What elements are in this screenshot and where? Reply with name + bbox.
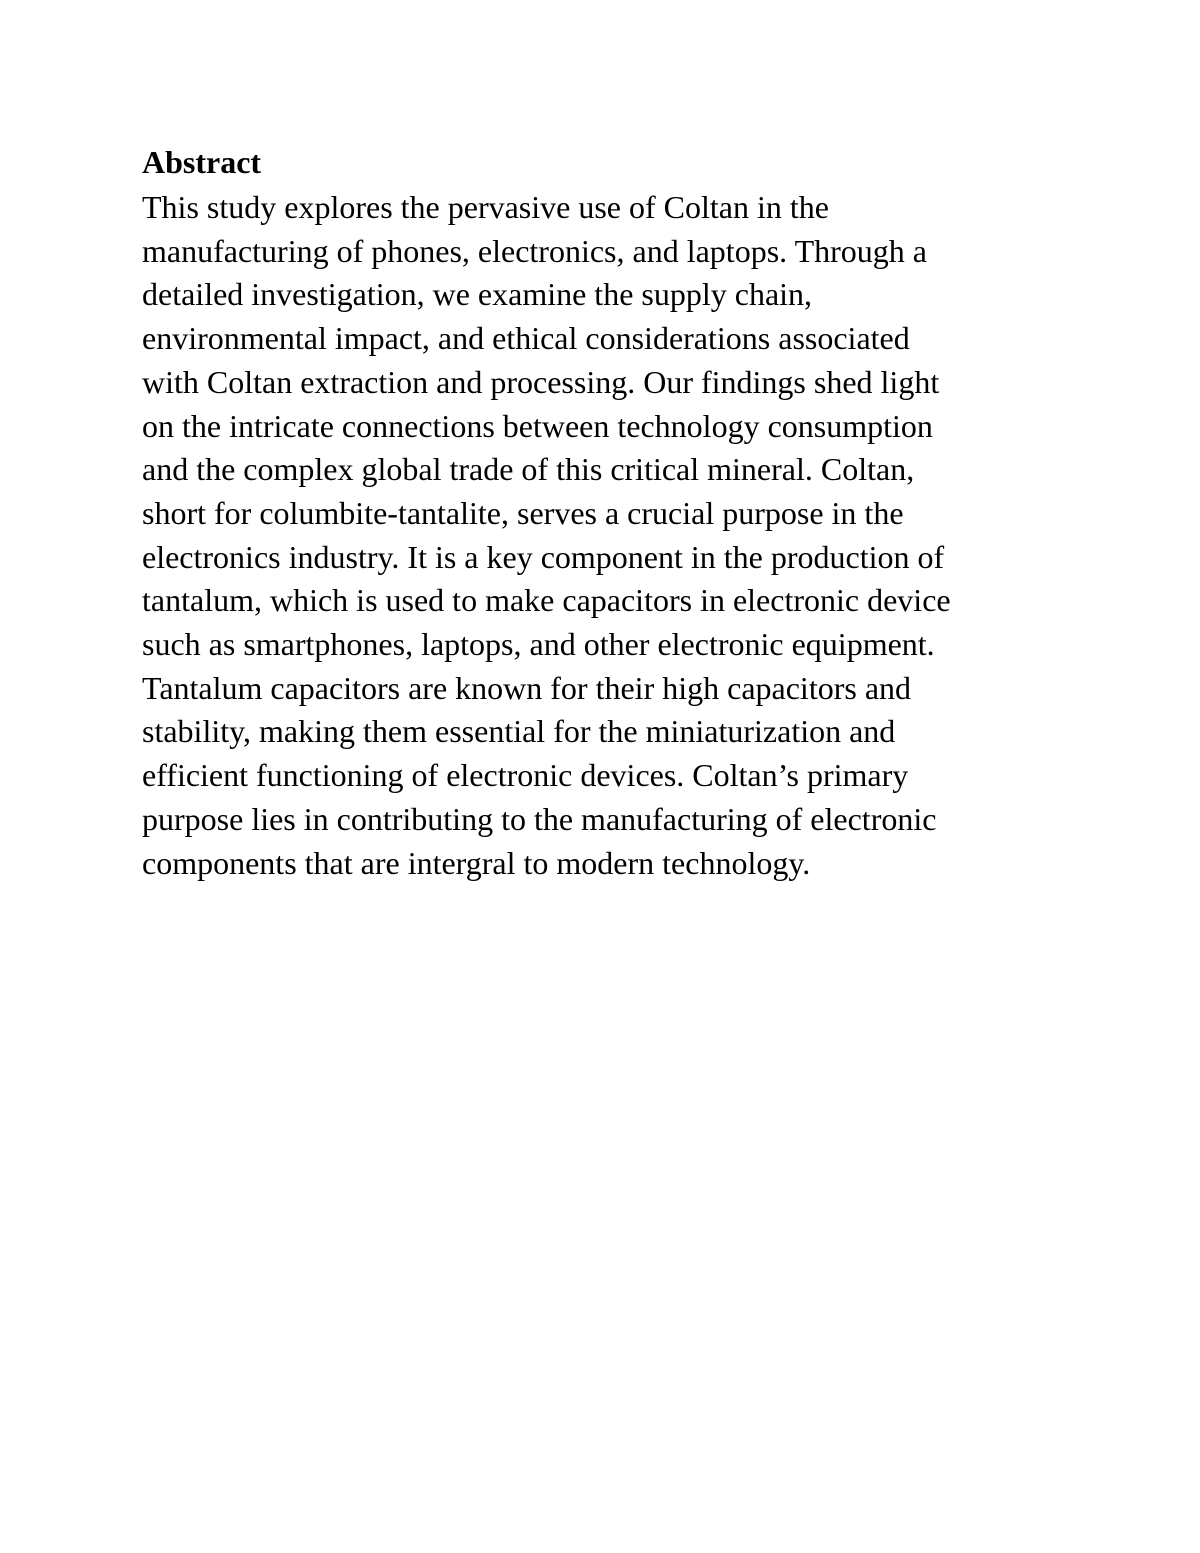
paragraph-line: This study explores the pervasive use of Coltan in the [142, 189, 829, 225]
paragraph-line: Tantalum capacitors are known for their high capacitors and [142, 669, 912, 706]
paragraph-line: efficient functioning of electronic devices. Coltan’s primary [142, 757, 909, 794]
abstract-section [142, 138, 1082, 885]
paragraph-line: purpose lies in contributing to the manufacturing of electronic [142, 800, 937, 837]
paragraph-line: electronics industry. It is a key component in the production of [142, 538, 945, 575]
paragraph-line: environmental impact, and ethical considerations associated [142, 320, 910, 357]
paragraph-line: on the intricate connections between technology consumption [142, 407, 933, 444]
paragraph-line: tantalum, which is used to make capacitors in electronic device [142, 582, 951, 619]
paragraph-line: stability, making them essential for the miniaturization and [142, 713, 896, 750]
abstract-paragraph [142, 186, 1082, 885]
abstract-heading: Abstract [142, 144, 262, 180]
paragraph-line: such as smartphones, laptops, and other electronic equipment. [142, 626, 935, 663]
paragraph-line: and the complex global trade of this critical mineral. Coltan, [142, 451, 915, 488]
paragraph-line: components that are intergral to modern technology. [142, 844, 811, 881]
paragraph-line: manufacturing of phones, electronics, and laptops. Through a [142, 232, 927, 269]
paragraph-line: with Coltan extraction and processing. Our findings shed light [142, 363, 940, 400]
paragraph-line: detailed investigation, we examine the supply chain, [142, 276, 813, 313]
paragraph-line: short for columbite-tantalite, serves a crucial purpose in the [142, 494, 904, 531]
